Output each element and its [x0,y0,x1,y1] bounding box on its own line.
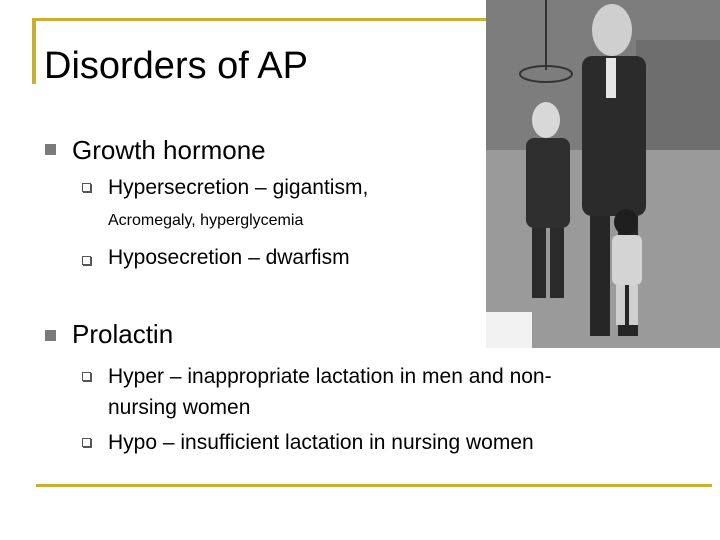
accent-vertical-line [32,18,36,84]
tall-man-photo [486,0,720,348]
photo-corner-patch [486,312,532,348]
accent-bottom-line [36,484,712,487]
item-hyper: Hyper – inappropriate lactation in men and non- [108,365,552,388]
photo-illustration [486,0,720,348]
item-hyper-continued: nursing women [108,396,251,419]
item-hyposecretion: Hyposecretion – dwarfism [108,246,350,269]
item-acromegaly: Acromegaly, hyperglycemia [108,212,304,229]
item-hypersecretion: Hypersecretion – gigantism, [108,176,369,199]
section-heading-growth-hormone: Growth hormone [72,135,266,165]
slide-title: Disorders of AP [44,45,308,87]
bullet-box-icon [82,183,91,192]
bullet-box-icon [82,256,91,265]
bullet-box-icon [82,372,91,381]
accent-top-line [32,18,502,21]
bullet-box-icon [82,438,91,447]
bullet-square-icon [45,330,56,341]
item-hypo: Hypo – insufficient lactation in nursing women [108,431,534,454]
section-heading-prolactin: Prolactin [72,319,174,349]
bullet-square-icon [45,144,56,155]
